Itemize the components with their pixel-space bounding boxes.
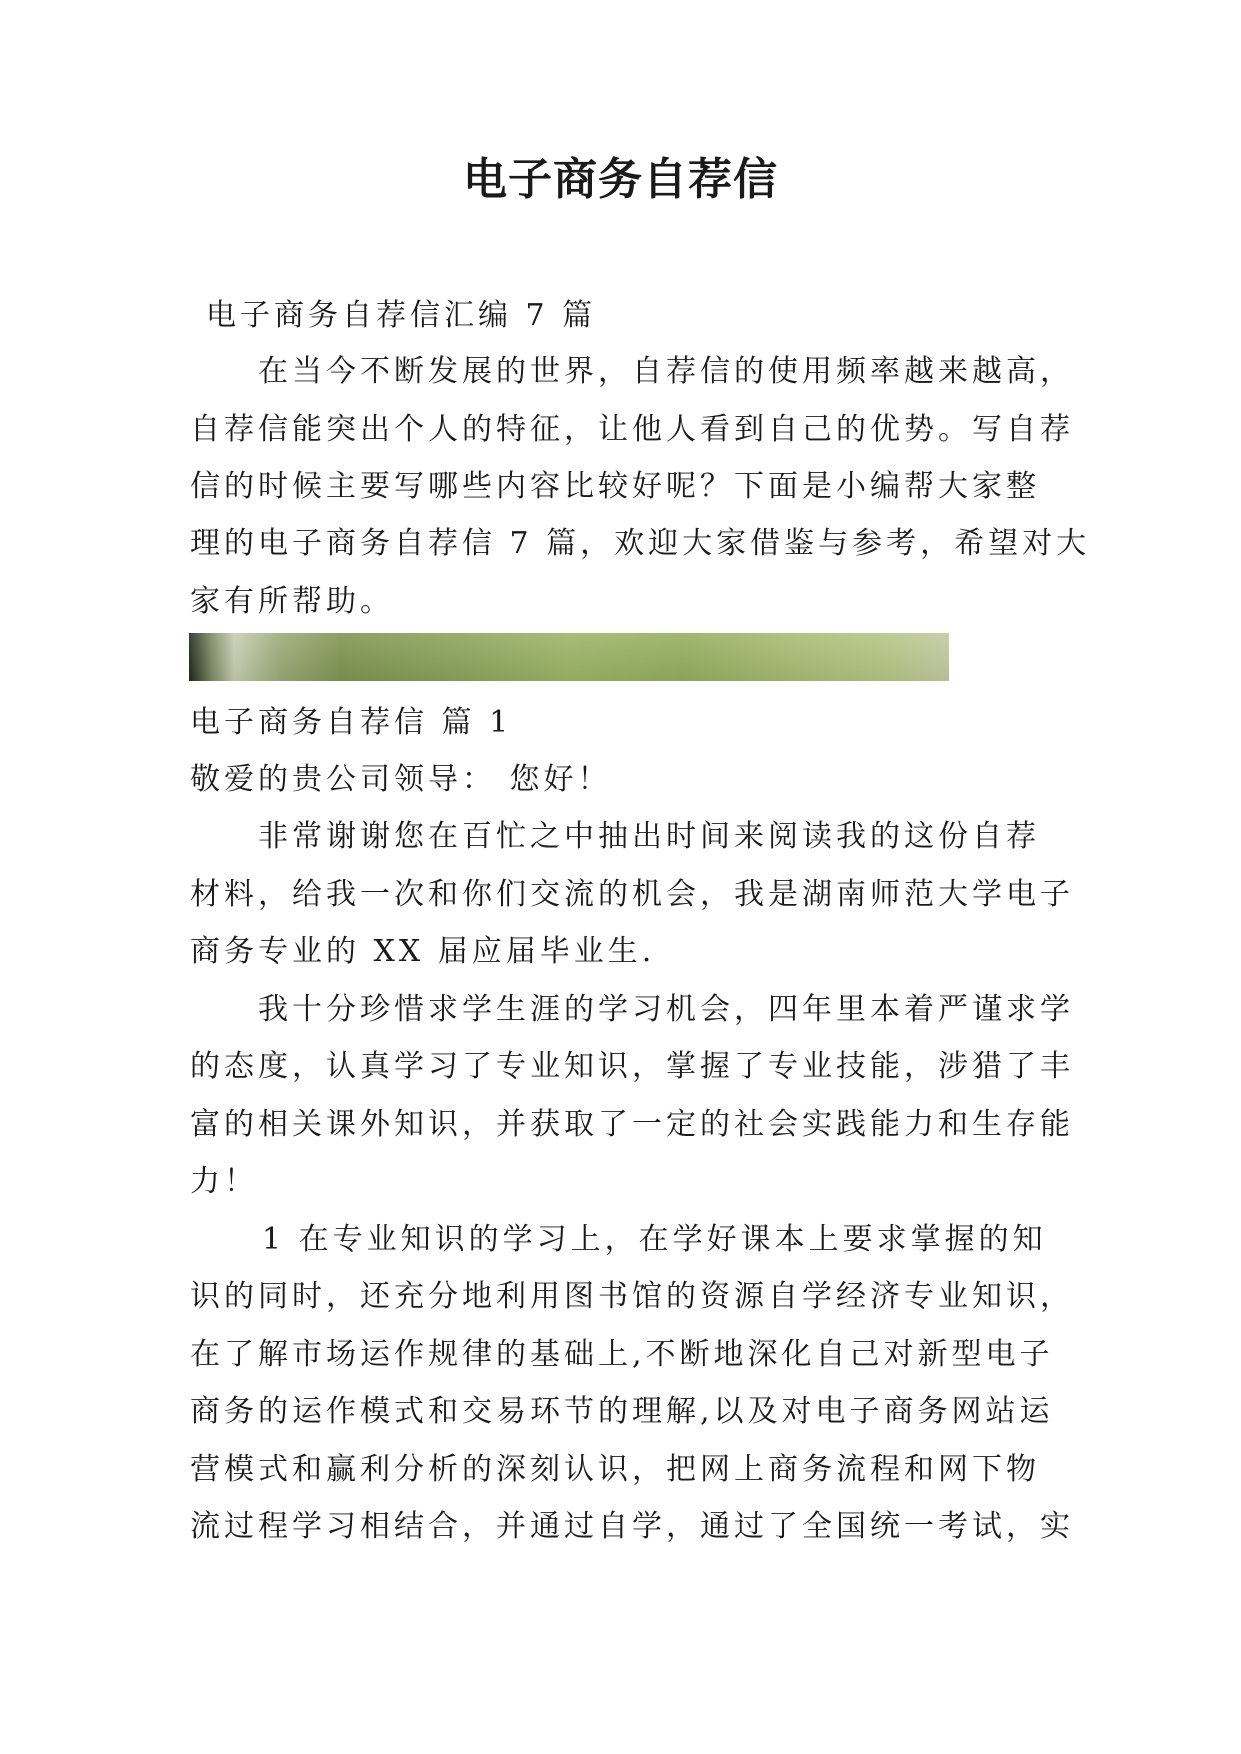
- paragraph-line: 识的同时，还充分地利用图书馆的资源自学经济专业知识，: [190, 1279, 1074, 1314]
- paragraph-line: 营模式和赢利分析的深刻认识，把网上商务流程和网下物: [190, 1452, 1040, 1487]
- paragraph-line: 商务专业的 XX 届应届毕业生.: [190, 934, 656, 969]
- paragraph-line: 流过程学习相结合，并通过自学，通过了全国统一考试，实: [190, 1509, 1074, 1544]
- paragraph-line: 的态度，认真学习了专业知识，掌握了专业技能，涉猎了丰: [190, 1049, 1074, 1084]
- intro-line: 理的电子商务自荐信 7 篇，欢迎大家借鉴与参考，希望对大: [190, 526, 1091, 561]
- section-heading: 电子商务自荐信 篇 1: [190, 705, 513, 740]
- paragraph-line: 在了解市场运作规律的基础上,不断地深化自己对新型电子: [190, 1337, 1054, 1372]
- document-subtitle: 电子商务自荐信汇编 7 篇: [206, 298, 597, 333]
- intro-line: 家有所帮助。: [190, 584, 394, 619]
- intro-line: 信的时候主要写哪些内容比较好呢？下面是小编帮大家整: [190, 469, 1040, 504]
- decorative-photo-strip: [189, 633, 949, 681]
- intro-line: 在当今不断发展的世界，自荐信的使用频率越来越高，: [258, 354, 1074, 389]
- paragraph-line: 1 在专业知识的学习上，在学好课本上要求掌握的知: [262, 1222, 1047, 1257]
- paragraph-line: 力！: [190, 1164, 258, 1199]
- salutation: 敬爱的贵公司领导： 您好！: [190, 762, 612, 797]
- document-title: 电子商务自荐信: [463, 154, 778, 205]
- paragraph-line: 我十分珍惜求学生涯的学习机会，四年里本着严谨求学: [258, 992, 1074, 1027]
- paragraph-line: 材料，给我一次和你们交流的机会，我是湖南师范大学电子: [190, 877, 1074, 912]
- intro-line: 自荐信能突出个人的特征，让他人看到自己的优势。写自荐: [190, 412, 1074, 447]
- paragraph-line: 富的相关课外知识，并获取了一定的社会实践能力和生存能: [190, 1107, 1074, 1142]
- paragraph-line: 非常谢谢您在百忙之中抽出时间来阅读我的这份自荐: [258, 819, 1040, 854]
- paragraph-line: 商务的运作模式和交易环节的理解,以及对电子商务网站运: [190, 1394, 1054, 1429]
